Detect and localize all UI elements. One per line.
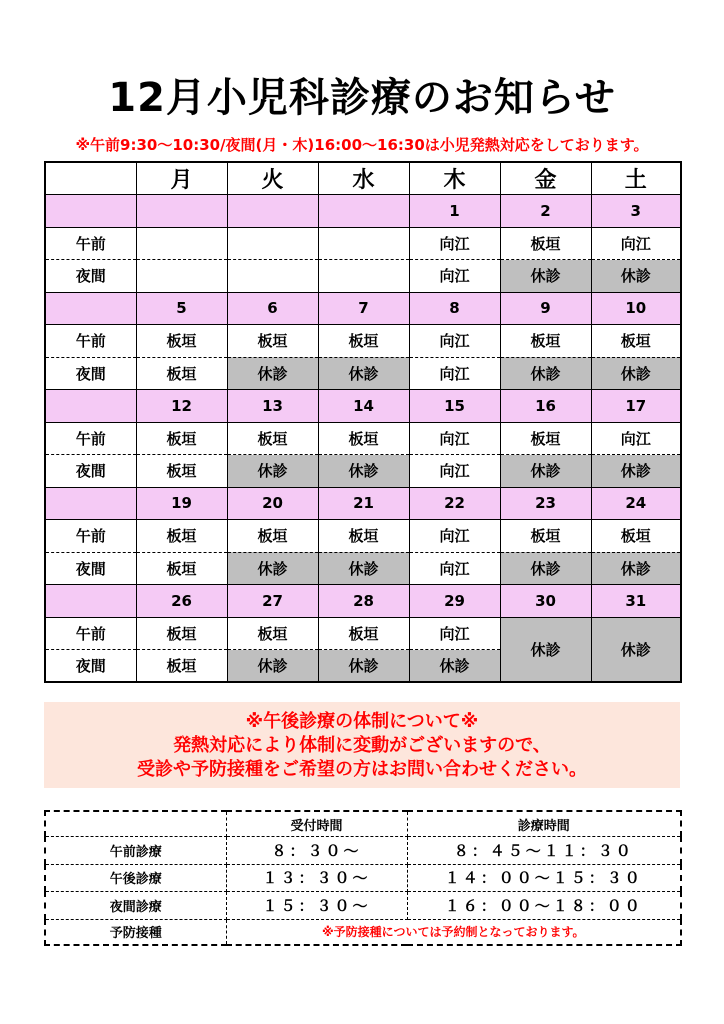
consult-time: ８：４５～１１：３０ [407, 837, 681, 865]
fever-notice: ※午前9:30～10:30/夜間(月・木)16:00～16:30は小児発熱対応をしております。 [75, 136, 649, 154]
reception-header: 受付時間 [226, 811, 407, 837]
date-cell: 17 [591, 390, 681, 423]
doctor-cell: 向江 [409, 227, 500, 260]
date-cell: 19 [136, 487, 227, 520]
morning-row [45, 227, 681, 260]
doctor-cell: 板垣 [227, 617, 318, 650]
date-cell: 8 [409, 292, 500, 325]
doctor-cell: 向江 [409, 617, 500, 650]
reception-time: １３：３０～ [226, 864, 407, 892]
evening-label: 夜間 [45, 357, 136, 390]
doctor-cell: 板垣 [136, 455, 227, 488]
date-row-label [45, 390, 136, 423]
banner-text: 受診や予防接種をご希望の方はお問い合わせください。 [137, 759, 587, 780]
doctor-cell: 向江 [409, 422, 500, 455]
date-row-label [45, 292, 136, 325]
consult-header: 診療時間 [407, 811, 681, 837]
doctor-cell: 板垣 [318, 617, 409, 650]
date-cell: 5 [136, 292, 227, 325]
doctor-cell: 休診 [227, 455, 318, 488]
morning-label: 午前 [45, 422, 136, 455]
doctor-cell: 休診 [318, 650, 409, 683]
doctor-cell: 板垣 [136, 617, 227, 650]
hours-table [44, 810, 682, 946]
session-label: 午前診療 [45, 837, 226, 865]
day-header: 金 [500, 162, 591, 195]
date-cell: 26 [136, 585, 227, 618]
date-cell: 16 [500, 390, 591, 423]
day-header: 水 [318, 162, 409, 195]
date-cell: 14 [318, 390, 409, 423]
doctor-cell: 向江 [409, 520, 500, 553]
date-cell: 28 [318, 585, 409, 618]
morning-label: 午前 [45, 617, 136, 650]
date-row [45, 390, 681, 423]
doctor-cell: 板垣 [136, 357, 227, 390]
vaccine-row [45, 919, 681, 945]
doctor-cell: 板垣 [136, 650, 227, 683]
doctor-cell: 板垣 [318, 422, 409, 455]
reception-time: ８：３０～ [226, 837, 407, 865]
date-row-label [45, 195, 136, 228]
evening-row [45, 260, 681, 293]
evening-label: 夜間 [45, 650, 136, 683]
consult-time: １６：００～１８：００ [407, 892, 681, 920]
doctor-cell [136, 260, 227, 293]
doctor-cell: 向江 [409, 325, 500, 358]
doctor-cell: 休診 [318, 455, 409, 488]
doctor-cell: 板垣 [500, 422, 591, 455]
closed-merged-cell: 休診 [500, 617, 591, 682]
morning-row [45, 617, 681, 650]
evening-label: 夜間 [45, 455, 136, 488]
morning-row [45, 520, 681, 553]
date-cell [318, 195, 409, 228]
date-cell: 1 [409, 195, 500, 228]
date-cell: 2 [500, 195, 591, 228]
doctor-cell: 休診 [227, 552, 318, 585]
doctor-cell: 向江 [409, 552, 500, 585]
date-cell: 9 [500, 292, 591, 325]
date-row [45, 195, 681, 228]
doctor-cell: 向江 [591, 422, 681, 455]
doctor-cell: 休診 [318, 552, 409, 585]
date-cell [227, 195, 318, 228]
date-cell: 23 [500, 487, 591, 520]
morning-label: 午前 [45, 227, 136, 260]
evening-label: 夜間 [45, 260, 136, 293]
vaccine-note: ※予防接種については予約制となっております。 [226, 919, 681, 945]
vaccine-label: 予防接種 [45, 919, 226, 945]
doctor-cell: 休診 [409, 650, 500, 683]
date-cell: 21 [318, 487, 409, 520]
doctor-cell: 板垣 [318, 520, 409, 553]
date-row [45, 585, 681, 618]
consult-time: １４：００～１５：３０ [407, 864, 681, 892]
doctor-cell [227, 260, 318, 293]
date-cell: 29 [409, 585, 500, 618]
date-row [45, 292, 681, 325]
doctor-cell: 板垣 [227, 325, 318, 358]
evening-row [45, 455, 681, 488]
hours-corner [45, 811, 226, 837]
doctor-cell [318, 260, 409, 293]
doctor-cell: 板垣 [136, 520, 227, 553]
date-cell: 22 [409, 487, 500, 520]
doctor-cell: 板垣 [500, 227, 591, 260]
evening-label: 夜間 [45, 552, 136, 585]
doctor-cell: 休診 [591, 552, 681, 585]
day-header: 木 [409, 162, 500, 195]
doctor-cell: 休診 [591, 260, 681, 293]
date-cell: 12 [136, 390, 227, 423]
date-row-label [45, 487, 136, 520]
doctor-cell: 向江 [409, 357, 500, 390]
morning-row [45, 422, 681, 455]
morning-row [45, 325, 681, 358]
doctor-cell: 板垣 [591, 520, 681, 553]
date-cell: 24 [591, 487, 681, 520]
doctor-cell: 休診 [500, 552, 591, 585]
doctor-cell: 向江 [409, 260, 500, 293]
date-cell: 7 [318, 292, 409, 325]
doctor-cell [136, 227, 227, 260]
date-cell: 6 [227, 292, 318, 325]
doctor-cell: 板垣 [318, 325, 409, 358]
doctor-cell: 休診 [500, 455, 591, 488]
evening-row [45, 357, 681, 390]
hours-row [45, 892, 681, 920]
doctor-cell: 板垣 [136, 552, 227, 585]
doctor-cell [227, 227, 318, 260]
day-header: 火 [227, 162, 318, 195]
date-cell: 13 [227, 390, 318, 423]
doctor-cell: 板垣 [500, 325, 591, 358]
doctor-cell [318, 227, 409, 260]
morning-label: 午前 [45, 520, 136, 553]
header-corner [45, 162, 136, 195]
date-row-label [45, 585, 136, 618]
doctor-cell: 休診 [591, 455, 681, 488]
date-cell: 3 [591, 195, 681, 228]
date-cell: 20 [227, 487, 318, 520]
date-cell [136, 195, 227, 228]
doctor-cell: 休診 [500, 357, 591, 390]
doctor-cell: 向江 [591, 227, 681, 260]
day-header: 月 [136, 162, 227, 195]
weekday-header-row [45, 162, 681, 195]
date-cell: 10 [591, 292, 681, 325]
doctor-cell: 板垣 [591, 325, 681, 358]
session-label: 午後診療 [45, 864, 226, 892]
doctor-cell: 板垣 [500, 520, 591, 553]
banner-heading: ※午後診療の体制について※ [245, 711, 479, 732]
hours-row [45, 837, 681, 865]
doctor-cell: 休診 [227, 650, 318, 683]
session-label: 夜間診療 [45, 892, 226, 920]
schedule-table [44, 161, 682, 683]
day-header: 土 [591, 162, 681, 195]
hours-row [45, 864, 681, 892]
banner-text: 発熱対応により体制に変動がございますので、 [173, 735, 551, 756]
date-cell: 27 [227, 585, 318, 618]
doctor-cell: 向江 [409, 455, 500, 488]
doctor-cell: 板垣 [227, 520, 318, 553]
page-title: 12月小児科診療のお知らせ [108, 75, 616, 121]
evening-row [45, 552, 681, 585]
doctor-cell: 休診 [318, 357, 409, 390]
date-row [45, 487, 681, 520]
doctor-cell: 板垣 [136, 325, 227, 358]
doctor-cell: 休診 [591, 357, 681, 390]
reception-time: １５：３０～ [226, 892, 407, 920]
date-cell: 31 [591, 585, 681, 618]
afternoon-notice-banner [44, 702, 680, 788]
doctor-cell: 板垣 [227, 422, 318, 455]
closed-merged-cell: 休診 [591, 617, 681, 682]
date-cell: 30 [500, 585, 591, 618]
hours-header-row [45, 811, 681, 837]
doctor-cell: 板垣 [136, 422, 227, 455]
doctor-cell: 休診 [500, 260, 591, 293]
morning-label: 午前 [45, 325, 136, 358]
doctor-cell: 休診 [227, 357, 318, 390]
date-cell: 15 [409, 390, 500, 423]
